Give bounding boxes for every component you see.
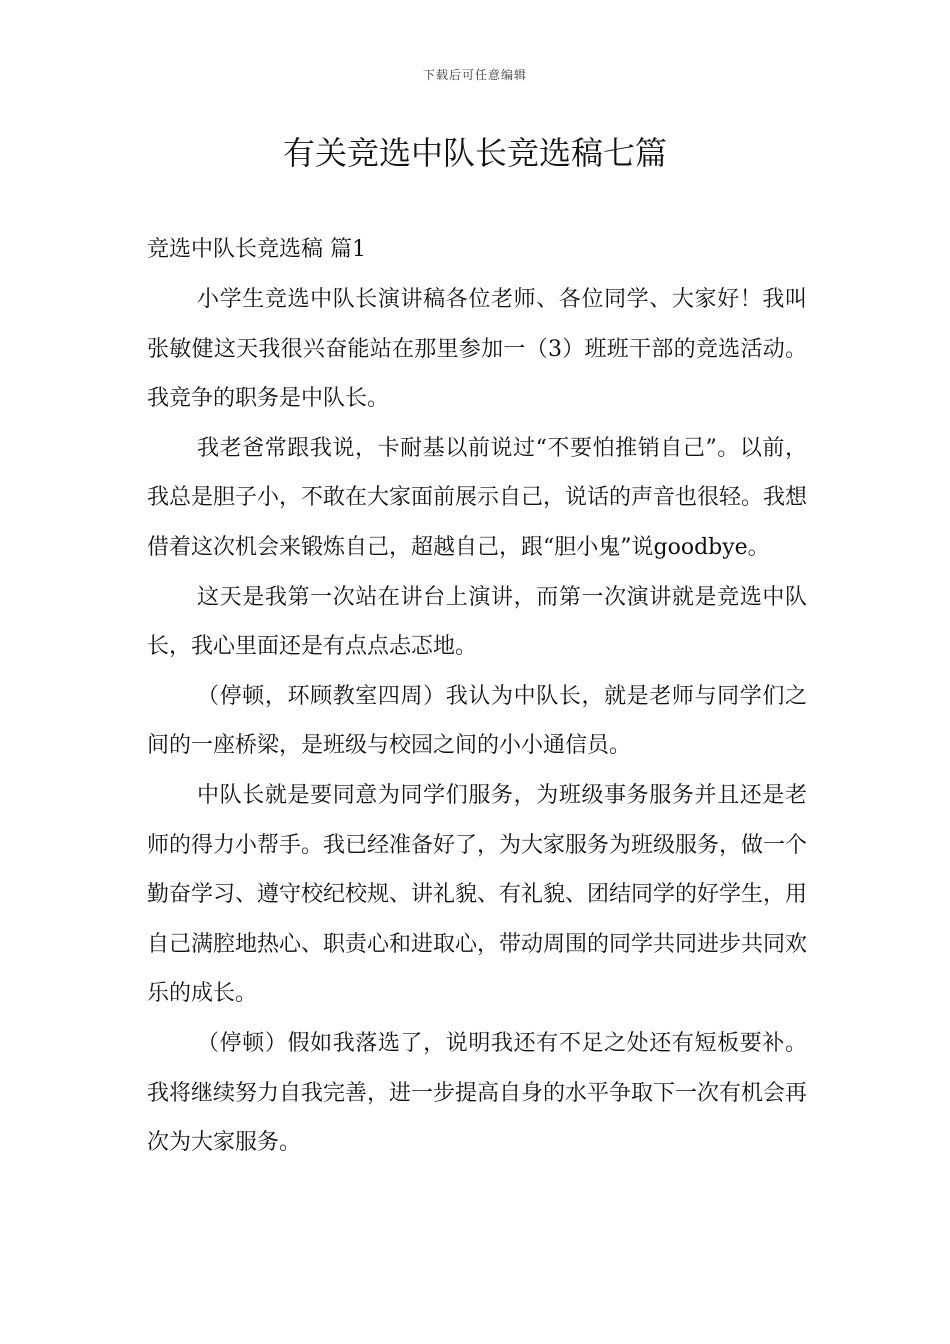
paragraph: 我老爸常跟我说，卡耐基以前说过“不要怕推销自己”。以前，我总是胆子小，不敢在大家面前展示自己，说话的声音也很轻。我想借着这次机会来锻炼自己，超越自己，跟“胆小鬼”说goodbye。	[147, 435, 808, 560]
paragraph: （停顿）假如我落选了，说明我还有不足之处还有短板要补。我将继续努力自我完善，进一步提高自身的水平争取下一次有机会再次为大家服务。	[147, 1030, 808, 1156]
paragraph: 这天是我第一次站在讲台上演讲，而第一次演讲就是竞选中队长，我心里面还是有点点忐忑地。	[147, 584, 807, 660]
body-text	[147, 275, 807, 1168]
paragraph: 中队长就是要同意为同学们服务，为班级事务服务并且还是老师的得力小帮手。我已经准备好了，为大家服务为班级服务，做一个勤奋学习、遵守校纪校规、讲礼貌、有礼貌、团结同学的好学生，用自己满腔地热心、职责心和进取心，带动周围的同学共同进步共同欢乐的成长。	[147, 782, 808, 1007]
document-title: 有关竞选中队长竞选稿七篇	[282, 134, 667, 172]
header-note: 下载后可任意编辑	[422, 68, 527, 82]
paragraph: （停顿，环顾教室四周）我认为中队长，就是老师与同学们之间的一座桥梁，是班级与校园之间的小小通信员。	[147, 683, 807, 759]
paragraph: 小学生竞选中队长演讲稿各位老师、各位同学、大家好！我叫张敏健这天我很兴奋能站在那里参加一（3）班班干部的竞选活动。我竞争的职务是中队长。	[147, 287, 807, 412]
section-heading: 竞选中队长竞选稿 篇1	[147, 237, 366, 262]
